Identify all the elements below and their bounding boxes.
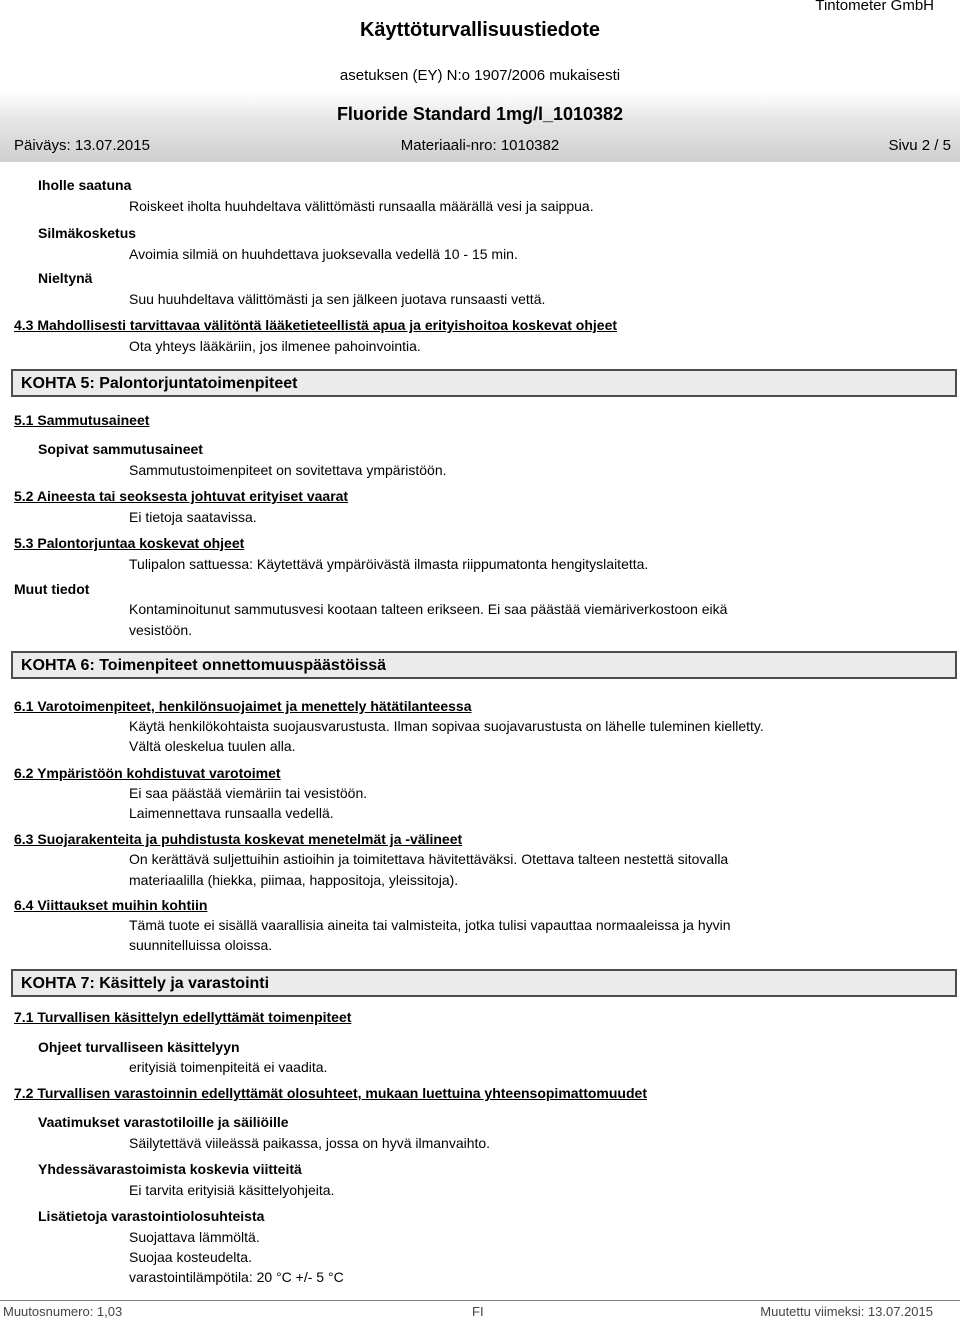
safe-handling-text: erityisiä toimenpiteitä ei vaadita.	[129, 1059, 328, 1075]
page-number: Sivu 2 / 5	[888, 137, 951, 154]
section-7-title: KOHTA 7: Käsittely ja varastointi	[21, 975, 270, 992]
subsection-7-1-heading: 7.1 Turvallisen käsittelyn edellyttämät toimenpiteet	[14, 1009, 352, 1025]
safe-handling-label: Ohjeet turvalliseen käsittelyyn	[38, 1039, 240, 1055]
issue-date: Päiväys: 13.07.2015	[14, 137, 150, 154]
section-6-header	[11, 651, 957, 679]
subsection-6-4-heading: 6.4 Viittaukset muihin kohtiin	[14, 897, 208, 913]
company-name: Tintometer GmbH	[815, 0, 934, 14]
footer-divider	[0, 1300, 960, 1301]
subsection-6-4-line-2: suunnitelluissa oloissa.	[129, 937, 273, 953]
suitable-media-text: Sammutustoimenpiteet on sovitettava ympäristöön.	[129, 462, 447, 478]
section-5-header	[11, 369, 957, 397]
subsection-6-1-line-2: Vältä oleskelua tuulen alla.	[129, 738, 296, 754]
section-5-title: KOHTA 5: Palontorjuntatoimenpiteet	[21, 375, 298, 392]
ingestion-label: Nieltynä	[38, 270, 93, 286]
regulation-text: asetuksen (EY) N:o 1907/2006 mukaisesti	[339, 67, 621, 84]
subsection-6-2-line-1: Ei saa päästää viemäriin tai vesistöön.	[129, 785, 368, 801]
subsection-6-3-line-2: materiaalilla (hiekka, piimaa, happositoja, yleissitoja).	[129, 872, 459, 888]
subsection-5-3-heading: 5.3 Palontorjuntaa koskevat ohjeet	[14, 535, 245, 551]
section-7-header	[11, 969, 957, 997]
product-name: Fluoride Standard 1mg/l_1010382	[336, 104, 624, 124]
subsection-5-2-heading: 5.2 Aineesta tai seoksesta johtuvat erityiset vaarat	[14, 488, 349, 504]
subsection-6-1-line-1: Käytä henkilökohtaista suojausvarustusta. Ilman sopivaa suojavarustusta on lähelle tuleminen kielletty.	[129, 718, 764, 734]
skin-contact-label: Iholle saatuna	[38, 177, 132, 193]
other-info-line-2: vesistöön.	[129, 622, 193, 638]
last-modified: Muutettu viimeksi: 13.07.2015	[760, 1304, 933, 1319]
section-6-title: KOHTA 6: Toimenpiteet onnettomuuspäästöissä	[21, 657, 387, 674]
subsection-4-3-heading: 4.3 Mahdollisesti tarvittavaa välitöntä lääketieteellistä apua ja erityishoitoa koskevat ohjeet	[14, 317, 618, 333]
storage-extra-line-3: varastointilämpötila: 20 °C +/- 5 °C	[129, 1269, 344, 1285]
subsection-5-1-heading: 5.1 Sammutusaineet	[14, 412, 150, 428]
storage-extra-label: Lisätietoja varastointiolosuhteista	[38, 1208, 265, 1224]
document-title: Käyttöturvallisuustiedote	[359, 19, 601, 41]
storage-extra-line-1: Suojattava lämmöltä.	[129, 1229, 260, 1245]
subsection-6-3-heading: 6.3 Suojarakenteita ja puhdistusta koskevat menetelmät ja -välineet	[14, 831, 463, 847]
subsection-6-3-line-1: On kerättävä suljettuihin astioihin ja toimitettava hävitettäväksi. Otettava talteen nestettä sitovalla	[129, 851, 729, 867]
subsection-6-1-heading: 6.1 Varotoimenpiteet, henkilönsuojaimet ja menettely hätätilanteessa	[14, 698, 472, 714]
storage-extra-line-2: Suojaa kosteudelta.	[129, 1249, 252, 1265]
material-number: Materiaali-nro: 1010382	[400, 137, 560, 154]
subsection-5-2-text: Ei tietoja saatavissa.	[129, 509, 257, 525]
subsection-7-2-heading: 7.2 Turvallisen varastoinnin edellyttämät olosuhteet, mukaan luettuina yhteensopimattomuudet	[14, 1085, 647, 1101]
eye-contact-text: Avoimia silmiä on huuhdettava juoksevalla vedellä 10 - 15 min.	[129, 246, 518, 262]
suitable-media-label: Sopivat sammutusaineet	[38, 441, 203, 457]
subsection-6-4-line-1: Tämä tuote ei sisällä vaarallisia aineita tai valmisteita, jotka tulisi vapauttaa normaaleissa ja hyvin	[129, 917, 731, 933]
storage-requirements-text: Säilytettävä viileässä paikassa, jossa on hyvä ilmanvaihto.	[129, 1135, 491, 1151]
subsection-4-3-text: Ota yhteys lääkäriin, jos ilmenee pahoinvointia.	[129, 338, 421, 354]
other-info-label: Muut tiedot	[14, 581, 90, 597]
subsection-5-3-text: Tulipalon sattuessa: Käytettävä ympäröivästä ilmasta riippumatonta hengityslaitetta.	[129, 556, 649, 572]
ingestion-text: Suu huuhdeltava välittömästi ja sen jälkeen juotava runsaasti vettä.	[129, 291, 546, 307]
storage-requirements-label: Vaatimukset varastotiloille ja säiliöille	[38, 1114, 289, 1130]
revision-number: Muutosnumero: 1,03	[3, 1304, 123, 1319]
subsection-6-2-line-2: Laimennettava runsaalla vedellä.	[129, 805, 334, 821]
eye-contact-label: Silmäkosketus	[38, 225, 137, 241]
joint-storage-text: Ei tarvita erityisiä käsittelyohjeita.	[129, 1182, 335, 1198]
subsection-6-2-heading: 6.2 Ympäristöön kohdistuvat varotoimet	[14, 765, 281, 781]
joint-storage-label: Yhdessävarastoimista koskevia viitteitä	[38, 1161, 302, 1177]
skin-contact-text: Roiskeet iholta huuhdeltava välittömästi runsaalla määrällä vesi ja saippua.	[129, 198, 594, 214]
other-info-line-1: Kontaminoitunut sammutusvesi kootaan talteen erikseen. Ei saa päästää viemäriverkostoon eikä	[129, 601, 728, 617]
language-code: FI	[472, 1304, 484, 1319]
